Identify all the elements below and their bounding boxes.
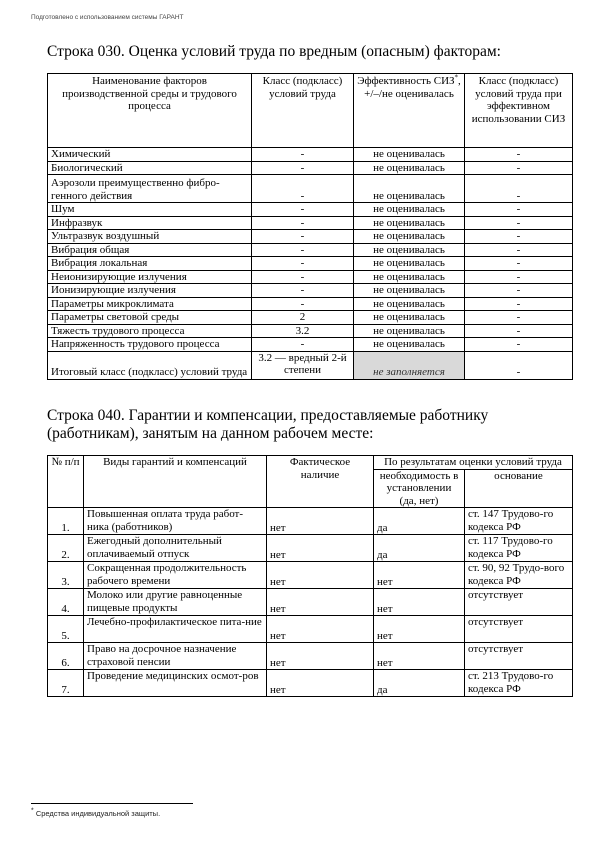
guarantee-number: 4. — [48, 589, 84, 616]
effectiveness-main: Эффективность СИЗ — [357, 75, 455, 87]
factor-class: - — [252, 284, 354, 298]
factor-class-with-ppe: - — [465, 284, 573, 298]
guarantee-need: нет — [374, 562, 465, 589]
factor-class-with-ppe: - — [465, 324, 573, 338]
guarantee-actual: нет — [267, 589, 374, 616]
guarantee-row — [48, 508, 573, 535]
factor-name: Аэрозоли преимущественно фибро-генного действия — [48, 175, 252, 203]
total-row — [48, 351, 573, 379]
factor-effectiveness: не оценивалась — [354, 257, 465, 271]
factor-class: - — [252, 148, 354, 162]
guarantee-row — [48, 616, 573, 643]
guarantee-kind: Молоко или другие равноценные пищевые продукты — [84, 589, 267, 616]
guarantee-basis: отсутствует — [465, 616, 573, 643]
header-note: Подготовлено с использованием системы ГАРАНТ — [31, 14, 184, 21]
factor-class-with-ppe: - — [465, 148, 573, 162]
total-effectiveness: не заполняется — [354, 351, 465, 379]
factor-effectiveness: не оценивалась — [354, 216, 465, 230]
factor-row — [48, 243, 573, 257]
factor-row — [48, 270, 573, 284]
guarantee-actual: нет — [267, 562, 374, 589]
guarantee-basis: ст. 90, 92 Трудо-вого кодекса РФ — [465, 562, 573, 589]
guarantee-actual: нет — [267, 508, 374, 535]
factor-class: - — [252, 216, 354, 230]
guarantee-basis: отсутствует — [465, 643, 573, 670]
factor-name: Ионизирующие излучения — [48, 284, 252, 298]
factor-class-with-ppe: - — [465, 230, 573, 244]
factor-effectiveness: не оценивалась — [354, 338, 465, 352]
col-num-header: № п/п — [48, 456, 84, 508]
guarantee-basis: отсутствует — [465, 589, 573, 616]
factors-table-body — [48, 148, 573, 380]
guarantee-need: да — [374, 535, 465, 562]
factor-row — [48, 203, 573, 217]
section-030-title: Строка 030. Оценка условий труда по вредным (опасным) факторам: — [47, 43, 501, 60]
factor-class: - — [252, 203, 354, 217]
factor-class-with-ppe: - — [465, 161, 573, 175]
factors-table-header — [48, 74, 573, 148]
factor-effectiveness: не оценивалась — [354, 243, 465, 257]
guarantee-kind: Лечебно-профилактическое пита-ние — [84, 616, 267, 643]
guarantee-row — [48, 589, 573, 616]
guarantee-need: да — [374, 508, 465, 535]
guarantee-kind: Повышенная оплата труда работ-ника (работников) — [84, 508, 267, 535]
factor-row — [48, 257, 573, 271]
col-basis-header: основание — [465, 469, 573, 508]
factor-class: - — [252, 161, 354, 175]
guarantee-kind: Право на досрочное назначение страховой пенсии — [84, 643, 267, 670]
factor-effectiveness: не оценивалась — [354, 203, 465, 217]
factor-effectiveness: не оценивалась — [354, 230, 465, 244]
guarantee-kind: Ежегодный дополнительный оплачиваемый отпуск — [84, 535, 267, 562]
factor-name: Неионизирующие излучения — [48, 270, 252, 284]
factor-row — [48, 284, 573, 298]
col-factor-header: Наименование факторов производственной среды и трудового процесса — [48, 74, 252, 148]
factor-effectiveness: не оценивалась — [354, 270, 465, 284]
factor-name: Вибрация общая — [48, 243, 252, 257]
factor-effectiveness: не оценивалась — [354, 175, 465, 203]
col-effectiveness-header — [354, 74, 465, 148]
factor-class: - — [252, 297, 354, 311]
guarantee-kind: Сокращенная продолжительность рабочего времени — [84, 562, 267, 589]
factor-row — [48, 297, 573, 311]
factor-row — [48, 175, 573, 203]
effectiveness-rest: , +/–/не оценивалась — [364, 75, 461, 100]
guarantee-actual: нет — [267, 643, 374, 670]
guarantee-kind: Проведение медицинских осмот-ров — [84, 670, 267, 697]
footnote-mark: * — [31, 807, 34, 815]
guarantee-row — [48, 535, 573, 562]
factor-row — [48, 161, 573, 175]
guarantee-row — [48, 643, 573, 670]
factor-class-with-ppe: - — [465, 216, 573, 230]
factor-effectiveness: не оценивалась — [354, 161, 465, 175]
factor-effectiveness: не оценивалась — [354, 297, 465, 311]
factor-effectiveness: не оценивалась — [354, 311, 465, 325]
guarantees-table-body — [48, 508, 573, 697]
factor-name: Напряженность трудового процесса — [48, 338, 252, 352]
factor-class-with-ppe: - — [465, 311, 573, 325]
total-label: Итоговый класс (подкласс) условий труда — [48, 351, 252, 379]
factor-effectiveness: не оценивалась — [354, 148, 465, 162]
factor-effectiveness: не оценивалась — [354, 324, 465, 338]
factor-class: - — [252, 257, 354, 271]
factor-name: Параметры микроклимата — [48, 297, 252, 311]
factor-class-with-ppe: - — [465, 203, 573, 217]
guarantee-need: нет — [374, 643, 465, 670]
factor-class-with-ppe: - — [465, 297, 573, 311]
guarantee-row — [48, 562, 573, 589]
guarantees-table-header-row-1 — [48, 456, 573, 470]
total-class-with-ppe: - — [465, 351, 573, 379]
effectiveness-footnote-mark: * — [454, 73, 459, 82]
factor-name: Шум — [48, 203, 252, 217]
guarantees-table — [47, 455, 573, 697]
factor-name: Тяжесть трудового процесса — [48, 324, 252, 338]
footnote-text: Средства индивидуальной защиты. — [33, 809, 161, 818]
factor-row — [48, 338, 573, 352]
guarantee-need: нет — [374, 616, 465, 643]
footnote-divider — [31, 803, 193, 804]
factor-effectiveness: не оценивалась — [354, 284, 465, 298]
col-kind-header: Виды гарантий и компенсаций — [84, 456, 267, 508]
guarantee-row — [48, 670, 573, 697]
guarantee-number: 3. — [48, 562, 84, 589]
factor-row — [48, 148, 573, 162]
guarantee-number: 6. — [48, 643, 84, 670]
col-need-header: необходимость в установлении (да, нет) — [374, 469, 465, 508]
col-class-header: Класс (подкласс) условий труда — [252, 74, 354, 148]
factor-name: Ультразвук воздушный — [48, 230, 252, 244]
factor-class: - — [252, 338, 354, 352]
factor-class: 3.2 — [252, 324, 354, 338]
guarantee-actual: нет — [267, 616, 374, 643]
factor-class: - — [252, 175, 354, 203]
factor-class: - — [252, 243, 354, 257]
factor-class: - — [252, 270, 354, 284]
factor-name: Химический — [48, 148, 252, 162]
guarantee-basis: ст. 117 Трудово-го кодекса РФ — [465, 535, 573, 562]
guarantee-need: да — [374, 670, 465, 697]
guarantee-basis: ст. 213 Трудово-го кодекса РФ — [465, 670, 573, 697]
factor-name: Вибрация локальная — [48, 257, 252, 271]
factor-row — [48, 230, 573, 244]
factor-name: Биологический — [48, 161, 252, 175]
factor-class-with-ppe: - — [465, 270, 573, 284]
factor-class-with-ppe: - — [465, 175, 573, 203]
guarantee-need: нет — [374, 589, 465, 616]
guarantee-number: 1. — [48, 508, 84, 535]
guarantee-number: 2. — [48, 535, 84, 562]
guarantee-number: 7. — [48, 670, 84, 697]
section-040-title: Строка 040. Гарантии и компенсации, предоставляемые работнику (работникам), занятым на данном рабочем месте: — [47, 407, 489, 442]
guarantee-actual: нет — [267, 535, 374, 562]
guarantee-basis: ст. 147 Трудово-го кодекса РФ — [465, 508, 573, 535]
factor-row — [48, 311, 573, 325]
factor-class: 2 — [252, 311, 354, 325]
factor-row — [48, 324, 573, 338]
factor-class-with-ppe: - — [465, 257, 573, 271]
col-results-header: По результатам оценки условий труда — [374, 456, 573, 470]
col-actual-header: Фактическое наличие — [267, 456, 374, 508]
factor-class-with-ppe: - — [465, 338, 573, 352]
guarantee-actual: нет — [267, 670, 374, 697]
factor-class-with-ppe: - — [465, 243, 573, 257]
factors-table — [47, 73, 573, 380]
factor-name: Параметры световой среды — [48, 311, 252, 325]
total-class: 3.2 — вредный 2-й степени — [252, 351, 354, 379]
col-class-with-ppe-header: Класс (подкласс) условий труда при эффективном использовании СИЗ — [465, 74, 573, 148]
footnote — [31, 809, 160, 818]
factor-name: Инфразвук — [48, 216, 252, 230]
guarantee-number: 5. — [48, 616, 84, 643]
factor-row — [48, 216, 573, 230]
factor-class: - — [252, 230, 354, 244]
